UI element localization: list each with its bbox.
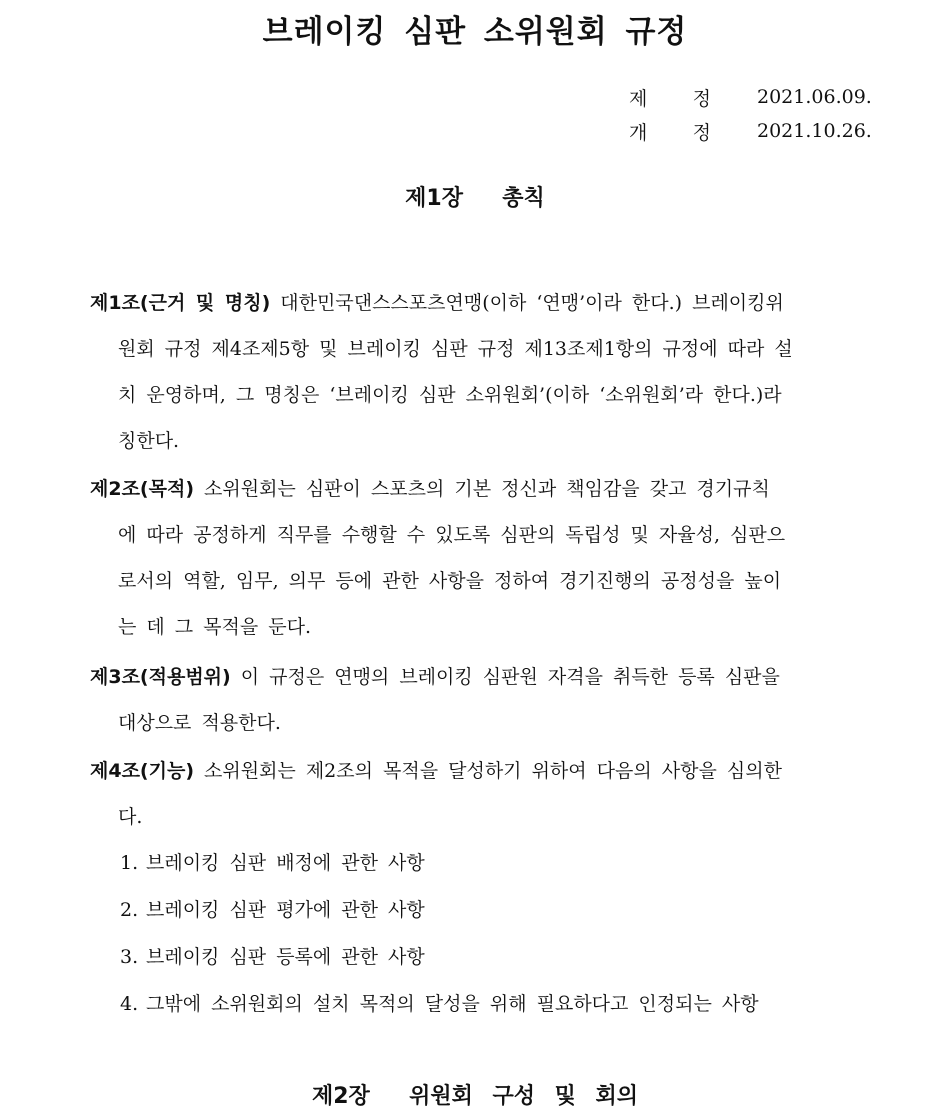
- date-row-revised: [615, 114, 875, 148]
- list-item: [120, 934, 880, 981]
- date-label-char: 정: [692, 121, 711, 144]
- article-first-line: [90, 654, 860, 700]
- article-text: 소위원회는 심판이 스포츠의 기본 정신과 책임감을 갖고 경기규칙: [204, 478, 770, 500]
- article-line: 치 운영하며, 그 명칭은 ‘브레이킹 심판 소위원회’(이하 ‘소위원회’라 한다.)라: [118, 384, 782, 406]
- date-value: 2021.06.09.: [757, 86, 872, 108]
- article-text: 이 규정은 연맹의 브레이킹 심판원 자격을 취득한 등록 심판을: [240, 666, 780, 688]
- article-heading: 제3조(적용범위): [90, 666, 231, 688]
- enactment-dates: [615, 80, 875, 148]
- article-line: 원회 규정 제4조제5항 및 브레이킹 심판 규정 제13조제1항의 규정에 따라 설: [118, 338, 793, 360]
- article-3: [90, 654, 860, 746]
- article-line: 로서의 역할, 임무, 의무 등에 관한 사항을 정하여 경기진행의 공정성을 높이: [118, 570, 782, 592]
- article-first-line: [90, 280, 860, 326]
- article-text: 대한민국댄스스포츠연맹(이하 ‘연맹’이라 한다.) 브레이킹위: [280, 292, 784, 314]
- article-line: 는 데 그 목적을 둔다.: [118, 616, 312, 638]
- date-label: [615, 118, 715, 145]
- date-label-char: 제: [629, 87, 648, 110]
- item-number: 2.: [120, 899, 139, 921]
- article-line: 대상으로 적용한다.: [118, 712, 281, 734]
- list-item: [120, 840, 880, 887]
- chapter-2-title: 제2장 위원회 구성 및 회의: [311, 1084, 639, 1109]
- article-line: 칭한다.: [118, 430, 180, 452]
- date-label-char: 개: [629, 121, 648, 144]
- article-1: [90, 280, 860, 464]
- article-heading: 제4조(기능): [90, 760, 195, 782]
- article-4: [90, 748, 860, 840]
- page-title: 브레이킹 심판 소위원회 규정: [262, 14, 688, 50]
- article-first-line: [90, 466, 860, 512]
- article-4-item-list: [120, 840, 880, 1028]
- article-first-line: [90, 748, 860, 794]
- article-line: 에 따라 공정하게 직무를 수행할 수 있도록 심판의 독립성 및 자율성, 심판으: [118, 524, 786, 546]
- list-item: [120, 887, 880, 934]
- date-label-char: 정: [692, 87, 711, 110]
- item-number: 3.: [120, 946, 139, 968]
- item-text: 브레이킹 심판 배정에 관한 사항: [146, 852, 425, 874]
- item-number: 1.: [120, 852, 139, 874]
- article-line: 다.: [118, 806, 143, 828]
- article-heading: 제2조(목적): [90, 478, 195, 500]
- date-label: [615, 84, 715, 111]
- item-text: 그밖에 소위원회의 설치 목적의 달성을 위해 필요하다고 인정되는 사항: [146, 993, 759, 1015]
- item-number: 4.: [120, 993, 139, 1015]
- chapter-1-title: 제1장 총칙: [405, 186, 545, 211]
- article-text: 소위원회는 제2조의 목적을 달성하기 위하여 다음의 사항을 심의한: [204, 760, 782, 782]
- date-row-enacted: [615, 80, 875, 114]
- article-heading: 제1조(근거 및 명칭): [90, 292, 271, 314]
- article-2: [90, 466, 860, 650]
- item-text: 브레이킹 심판 평가에 관한 사항: [146, 899, 425, 921]
- date-value: 2021.10.26.: [757, 120, 872, 142]
- item-text: 브레이킹 심판 등록에 관한 사항: [146, 946, 425, 968]
- list-item: [120, 981, 880, 1028]
